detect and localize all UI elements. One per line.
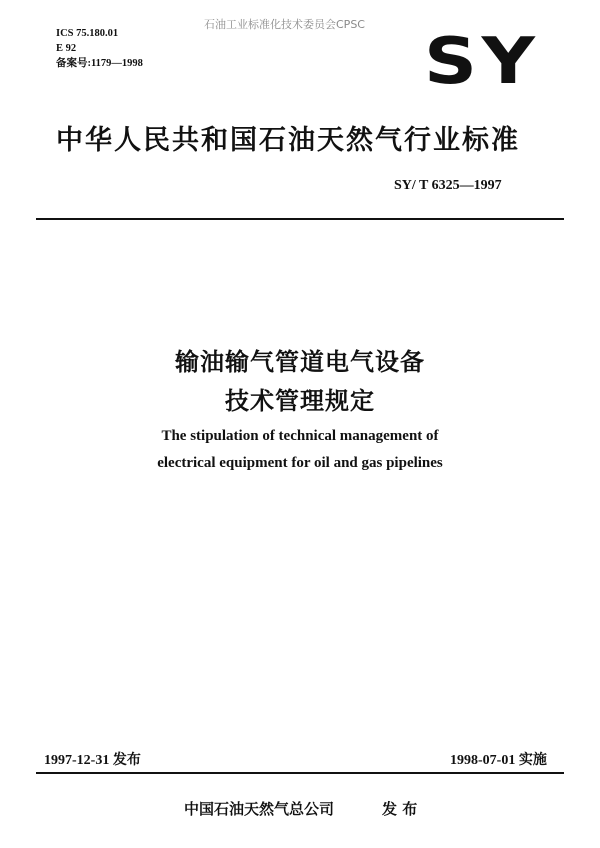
sy-logo: SY [424,25,540,99]
title-cn-line1: 输油输气管道电气设备 [175,348,425,376]
watermark-text: 石油工业标准化技术委员会CPSC [204,18,365,31]
title-cn-line2: 技术管理规定 [225,387,375,415]
title-en-line2: electrical equipment for oil and gas pipelines [157,455,443,471]
publisher-name: 中国石油天然气总公司 [184,800,335,818]
ics-code: ICS 75.180.01 [56,28,119,39]
issue-date: 1997-12-31 发布 [44,753,141,768]
classification-block [56,26,143,71]
effective-date: 1998-07-01 实施 [450,753,547,768]
header-title: 中华人民共和国石油天然气行业标准 [56,125,520,156]
record-number: 备案号:1179—1998 [56,58,143,69]
title-en-line1: The stipulation of technical management of [161,428,439,444]
category-code: E 92 [56,43,77,54]
standard-number: SY/ T 6325—1997 [394,178,502,193]
footer-divider [36,772,564,774]
header-divider [36,218,564,220]
publisher-action: 发 布 [382,800,418,818]
